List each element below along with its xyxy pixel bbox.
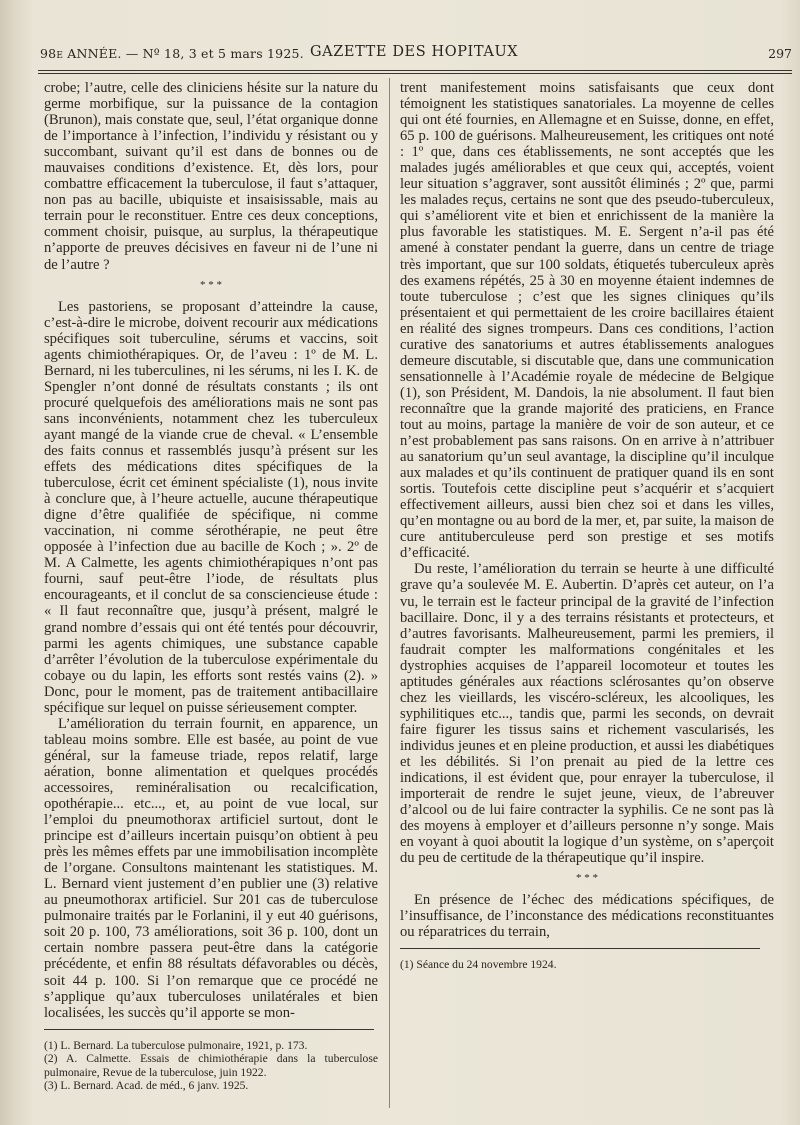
footnote-1: (1) L. Bernard. La tuberculose pulmonaire, 1921, p. 173. <box>44 1038 308 1052</box>
left-column <box>44 80 378 1093</box>
section-separator-stars-right: * * * <box>576 872 598 885</box>
right-paragraph-3: En présence de l’échec des médications spécifiques, de l’insuffisance, de l’inconstance des médications reconstituantes ou réparatrices du terrain, <box>400 892 774 941</box>
footnote-3: (3) L. Bernard. Acad. de méd., 6 janv. 1925. <box>44 1079 249 1093</box>
section-separator-stars: * * * <box>200 278 222 291</box>
left-paragraph-3: L’amélioration du terrain fournit, en apparence, un tableau moins sombre. Elle est basée, au point de vue général, sur la fameuse triade, repos relatif, large aération, bonne alimentation et quelques procédés accessoires, reminéralisation ou recalcification, opothérapie... etc..., et, au point de vue local, sur l’emploi du pneumothorax artificiel surtout, dont le principe est d’ailleurs incertain puisqu’on obtient à peu près les mêmes effets par une immobilisation incomplète de l’organe. Consultons maintenant les statistiques. M. L. Bernard vient justement d’en publier une (3) relative au pneumothorax artificiel. Sur 201 cas de tuberculose pulmonaire traités par le Forlanini, il y eut 40 guérisons, soit 20 p. 100, 73 améliorations, soit 36 p. 100, dont un certain nombre passera peut-être dans la catégorie précédente, et enfin 88 résultats défavorables ou décès, soit 44 p. 100. Si l’on remarque que ce procédé ne s’applique qu’aux tuberculoses unilatérales et bien localisées, les succès qu’il apporte se mon- <box>44 715 378 1021</box>
running-header <box>40 40 792 70</box>
header-rule-double <box>38 73 792 74</box>
footnote-rule <box>44 1029 374 1030</box>
volume-year: 98 <box>40 46 57 61</box>
footnote-right-1: (1) Séance du 24 novembre 1924. <box>400 958 557 972</box>
right-column <box>400 80 774 972</box>
column-divider <box>389 78 390 1108</box>
page-number: 297 <box>768 46 792 61</box>
right-paragraph-2: Du reste, l’amélioration du terrain se heurte à une difficulté grave qu’a soulevée M. E. Aubertin. D’après cet auteur, on l’a vu, le terrain est le facteur principal de la gravité de l’infection bacillaire. Donc, il y a des terrains résistants et protecteurs, et d’autres favorisants. Malheureusement, parmi les premiers, il faudrait compter les malformations congénitales et les dystrophies acquises de l’appareil locomoteur et toutes les aptitudes générales aux réactions sclérosantes qu’on observe chez les vieillards, les viscéro-scléreux, les alcooliques, les syphilitiques etc..., tandis que, parmi les seconds, on devrait faire figurer les tissus sains et richement vascularisés, les individus jeunes et en pleine production, et aussi les diabétiques et les débilités. Si l’on prenait au pied de la lettre ces indications, il est évident que, pour enrayer la tuberculose, il importerait de rendre le sujet jeune, vieux, de l’abreuver d’alcool ou de lui faire contracter la syphilis. Ce ne sont pas là des moyens à employer et d’ailleurs personne n’y songe. Mais en voyant à quoi aboutit la logique d’un système, on s’aperçoit du peu de certitude de la thérapeutique qu’il inspire. <box>400 561 774 867</box>
footnote-2: (2) A. Calmette. Essais de chimiothérapie dans la tuberculose pulmonaire, Revue de la tuberculose, juin 1922. <box>44 1052 378 1079</box>
left-paragraph-2: Les pastoriens, se proposant d’atteindre la cause, c’est-à-dire le microbe, doivent recourir aux médications spécifiques soit tuberculine, sérums et vaccins, soit agents chimiothérapiques. Or, de l’aveu : 1º de M. L. Bernard, ni les tuberculines, ni les sérums, ni les I. K. de Spengler n’ont donné de résultats constants ; ils ont procuré quelquefois des améliorations mais ne sont pas sans inconvénients, notamment chez les tuberculeux ayant mangé de la viande crue de cheval. « L’ensemble des faits connus et rassemblés jusqu’à présent sur les effets des médications dites spécifiques de la tuberculose, écrit cet éminent spécialiste (1), nous invite à conclure que, à l’heure actuelle, aucune thérapeutique digne d’être qualifiée de spécifique, ni comme vaccination, ni comme sérothérapie, ne peut être opposée à l’infection due au bacille de Koch ; ». 2º de M. A Calmette, les agents chimiothérapiques n’ont pas fourni, sauf peut-être l’iode, de résultats plus encourageants, et il conclut de sa consciencieuse étude : « Il faut reconnaître que, jusqu’à présent, malgré le grand nombre d’essais qui ont été tentés pour découvrir, parmi les agents chimiques, une substance capable d’arrêter l’évolution de la tuberculose expérimentale du cobaye ou du lapin, les efforts sont restés vains (2). » Donc, pour le moment, pas de traitement antibacillaire spécifique sur lequel on puisse sérieusement compter. <box>44 298 378 716</box>
left-paragraph-1: crobe; l’autre, celle des cliniciens hésite sur la nature du germe morbifique, sur la puissance de la contagion (Brunon), mais constate que, seul, l’état organique donne de l’importance à l’infection, l’individu y résistant ou y succombant, suivant qu’il est dans de bonnes ou de mauvaises conditions d’existence. Et, dès lors, pour combattre efficacement la tuberculose, il faut s’attaquer, non pas au bacille, ubiquiste et insaisissable, mais au terrain pour le reconstituer. Entre ces deux conceptions, comment choisir, puisque, au surplus, la thérapeutique n’apporte de preuves décisives en faveur ni de l’une ni de l’autre ? <box>44 80 378 273</box>
issue-date: — Nº 18, 3 et 5 mars 1925. <box>125 46 304 61</box>
header-rule <box>38 70 792 71</box>
issue-info <box>40 46 304 61</box>
right-paragraph-1: trent manifestement moins satisfaisants que ceux dont témoignent les statistiques sanatoriales. La moyenne de celles qui ont été fournies, en Allemagne et en Suisse, donne, en effet, 65 p. 100 de guérisons. Malheureusement, les critiques ont noté : 1º que, dans ces établissements, ne sont acceptés que les malades jugés améliorables et que ceux qui, acceptés, voient leur situation s’aggraver, sont aussitôt éliminés ; 2º que, parmi les malades reçus, certains ne sont que des pseudo-tuberculeux, qui s’améliorent vite et bien et enrichissent de la manière la plus favorable les statistiques. M. E. Sergent n’a-il pas été amené à constater pendant la guerre, dans un centre de triage très important, que sur 100 soldats, étiquetés tuberculeux après des examens répétés, 25 à 30 en moyenne étaient indemnes de toute tuberculose ; c’est que les signes cliniques qu’ils présentaient et qui permettaient de les croire bacillaires étaient en réalité des signes trompeurs. Dans ces conditions, l’action curative des sanatoriums et autres établissements analogues demeure discutable, si discutable que, dans une communication sensationnelle à l’Académie royale de médecine de Belgique (1), son Président, M. Dandois, la nie absolument. Il faut bien reconnaître que la grande majorité des praticiens, en France tout au moins, partage la manière de voir de son auteur, et ce n’est probablement pas sans raisons. On en arrive à n’attribuer au sanatorium qu’un seul avantage, la discipline qu’il inculque aux malades et qu’ils continuent de pratiquer quand ils en sont sortis. Toutefois cette discipline peut s’acquérir et s’acquiert effectivement ailleurs, aussi bien chez soi et dans les villes, qu’en montagne ou au bord de la mer, et, par suite, la maison de cure antituberculeuse perd son prestige et ses motifs d’efficacité. <box>400 80 774 562</box>
volume-year-suffix: e ANNÉE. <box>56 46 122 61</box>
journal-title: GAZETTE DES HOPITAUX <box>310 44 519 60</box>
footnote-rule-right <box>400 948 760 949</box>
